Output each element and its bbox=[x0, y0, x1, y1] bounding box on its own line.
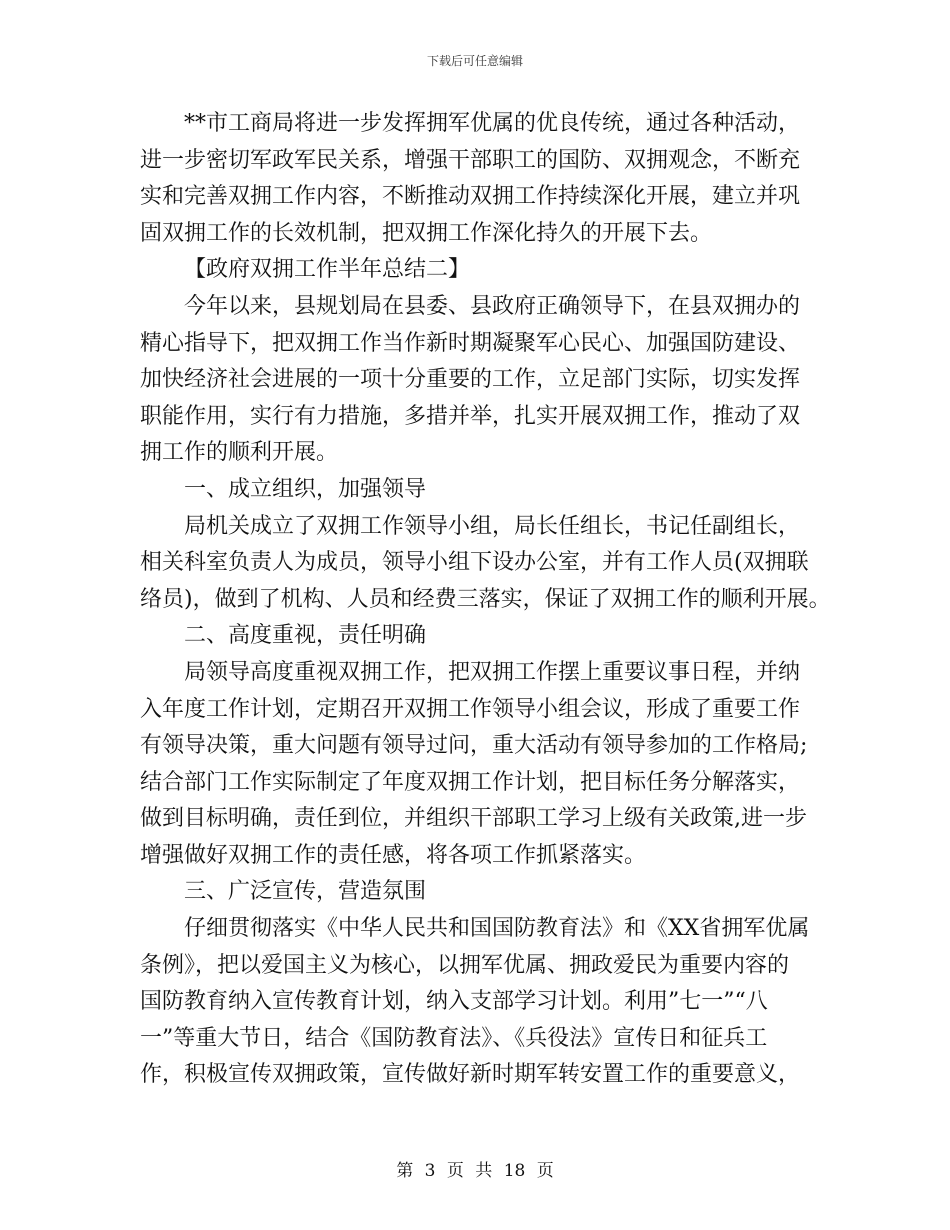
paragraph bbox=[140, 289, 840, 472]
text-line: 络员)，做到了机构、人员和经费三落实，保证了双拥工作的顺利开展。 bbox=[140, 586, 831, 612]
text-line: 条例》，把以爱国主义为核心，以拥军优属、拥政爱民为重要内容的 bbox=[140, 952, 790, 978]
paragraph bbox=[140, 655, 840, 875]
text-line: 入年度工作计划，定期召开双拥工作领导小组会议，形成了重要工作 bbox=[140, 696, 801, 722]
text-line: **市工商局将进一步发挥拥军优属的优良传统，通过各种活动， bbox=[184, 111, 801, 136]
text-line: 职能作用，实行有力措施，多措并举，扎实开展双拥工作，推动了双 bbox=[140, 403, 801, 429]
document-body bbox=[140, 106, 840, 1094]
text-line: 做到目标明确，责任到位，并组织干部职工学习上级有关政策,进一步 bbox=[140, 806, 807, 832]
section-heading bbox=[140, 252, 840, 289]
text-line: 国防教育纳入宣传教育计划，纳入支部学习计划。利用”七一”“八 bbox=[140, 989, 768, 1015]
text-line: 拥工作的顺利开展。 bbox=[140, 440, 339, 466]
text-line: 二、高度重视，责任明确 bbox=[184, 623, 427, 649]
text-line: 【政府双拥工作半年总结二】 bbox=[184, 257, 471, 283]
text-line: 进一步密切军政军民关系，增强干部职工的国防、双拥观念，不断充 bbox=[140, 147, 801, 173]
page-number: 第 3 页 共 18 页 bbox=[396, 1161, 554, 1181]
text-line: 精心指导下，把双拥工作当作新时期凝聚军心民心、加强国防建设、 bbox=[140, 330, 801, 356]
section-heading bbox=[140, 472, 840, 509]
text-line: 加快经济社会进展的一项十分重要的工作，立足部门实际，切实发挥 bbox=[140, 367, 801, 393]
section-heading bbox=[140, 618, 840, 655]
section-heading bbox=[140, 874, 840, 911]
text-line: 一、成立组织，加强领导 bbox=[184, 476, 427, 502]
text-line: 实和完善双拥工作内容，不断推动双拥工作持续深化开展，建立并巩 bbox=[140, 184, 801, 210]
text-line: 三、广泛宣传，营造氛围 bbox=[184, 879, 427, 905]
text-line: 作，积极宣传双拥政策，宣传做好新时期军转安置工作的重要意义， bbox=[140, 1062, 801, 1088]
text-line: 今年以来，县规划局在县委、县政府正确领导下，在县双拥办的 bbox=[184, 293, 801, 319]
text-line: 仔细贯彻落实《中华人民共和国国防教育法》和《XX省拥军优属 bbox=[184, 916, 810, 942]
text-line: 有领导决策，重大问题有领导过问，重大活动有领导参加的工作格局; bbox=[140, 733, 808, 759]
paragraph bbox=[140, 509, 840, 619]
text-line: 结合部门工作实际制定了年度双拥工作计划，把目标任务分解落实， bbox=[140, 769, 801, 795]
text-line: 局领导高度重视双拥工作，把双拥工作摆上重要议事日程，并纳 bbox=[184, 659, 801, 685]
text-line: 相关科室负责人为成员，领导小组下设办公室，并有工作人员(双拥联 bbox=[140, 550, 809, 576]
paragraph bbox=[140, 106, 840, 252]
text-line: 固双拥工作的长效机制，把双拥工作深化持久的开展下去。 bbox=[140, 220, 713, 246]
page-header: 下载后可任意编辑 bbox=[426, 54, 523, 68]
text-line: 局机关成立了双拥工作领导小组，局长任组长，书记任副组长， bbox=[184, 513, 801, 539]
paragraph bbox=[140, 911, 840, 1094]
text-line: 一”等重大节日，结合《国防教育法》、《兵役法》宣传日和征兵工 bbox=[140, 1025, 768, 1051]
text-line: 增强做好双拥工作的责任感，将各项工作抓紧落实。 bbox=[140, 842, 647, 868]
